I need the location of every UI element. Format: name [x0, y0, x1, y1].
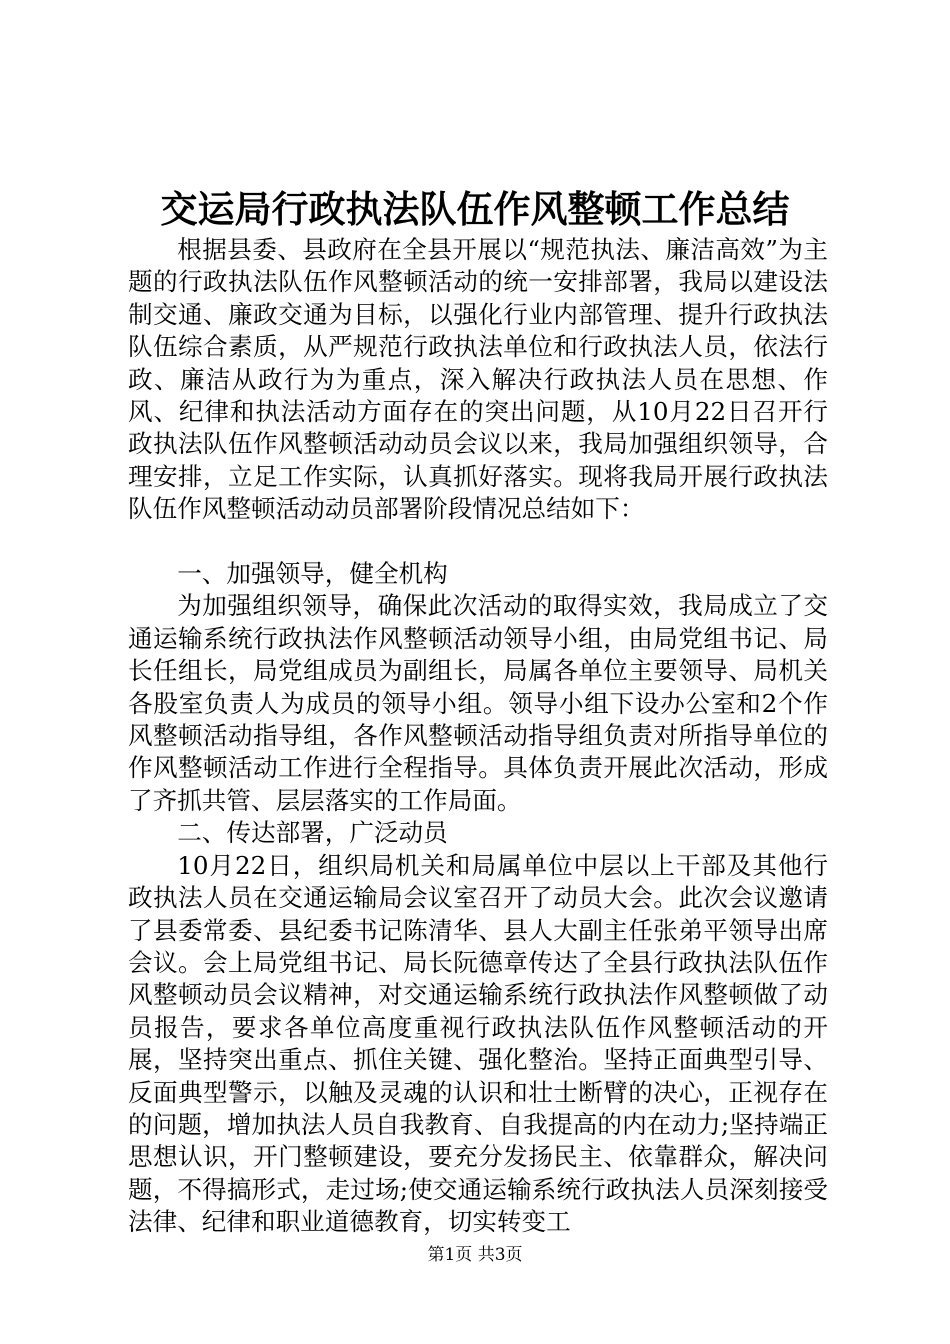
- paragraph-spacer: [128, 526, 828, 558]
- section-2-paragraph: 10月22日，组织局机关和局属单位中层以上干部及其他行政执法人员在交通运输局会议室召开了动员大会。此次会议邀请了县委常委、县纪委书记陈清华、县人大副主任张弟平领导出席会议。会上局党组书记、局长阮德章传达了全县行政执法队伍作风整顿动员会议精神，对交通运输系统行政执法作风整顿做了动员报告，要求各单位高度重视行政执法队伍作风整顿活动的开展，坚持突出重点、抓住关键、强化整治。坚持正面典型引导、反面典型警示，以触及灵魂的认识和壮士断臂的决心，正视存在的问题，增加执法人员自我教育、自我提高的内在动力;坚持端正思想认识，开门整顿建设，要充分发扬民主、依靠群众，解决问题，不得搞形式，走过场;使交通运输系统行政执法人员深刻接受法律、纪律和职业道德教育，切实转变工: [128, 850, 828, 1237]
- page-title: 交运局行政执法队伍作风整顿工作总结: [160, 188, 790, 231]
- section-2-heading: 二、传达部署，广泛动员: [177, 818, 448, 848]
- intro-paragraph: 根据县委、县政府在全县开展以“规范执法、廉洁高效”为主题的行政执法队伍作风整顿活动的统一安排部署，我局以建设法制交通、廉政交通为目标，以强化行业内部管理、提升行政执法队伍综合素质，从严规范行政执法单位和行政执法人员，依法行政、廉洁从政行为为重点，深入解决行政执法人员在思想、作风、纪律和执法活动方面存在的突出问题，从10月22日召开行政执法队伍作风整顿活动动员会议以来，我局加强组织领导，合理安排，立足工作实际，认真抓好落实。现将我局开展行政执法队伍作风整顿活动动员部署阶段情况总结如下：: [128, 235, 828, 524]
- section-1-paragraph: 为加强组织领导，确保此次活动的取得实效，我局成立了交通运输系统行政执法作风整顿活动领导小组，由局党组书记、局长任组长，局党组成员为副组长，局属各单位主要领导、局机关各股室负责人为成员的领导小组。领导小组下设办公室和2个作风整顿活动指导组，各作风整顿活动指导组负责对所指导单位的作风整顿活动工作进行全程指导。具体负责开展此次活动，形成了齐抓共管、层层落实的工作局面。: [128, 591, 828, 815]
- page-number-footer: 第1页 共3页: [427, 1245, 523, 1265]
- section-1-heading: 一、加强领导，健全机构: [177, 559, 448, 589]
- document-body: [128, 234, 828, 1239]
